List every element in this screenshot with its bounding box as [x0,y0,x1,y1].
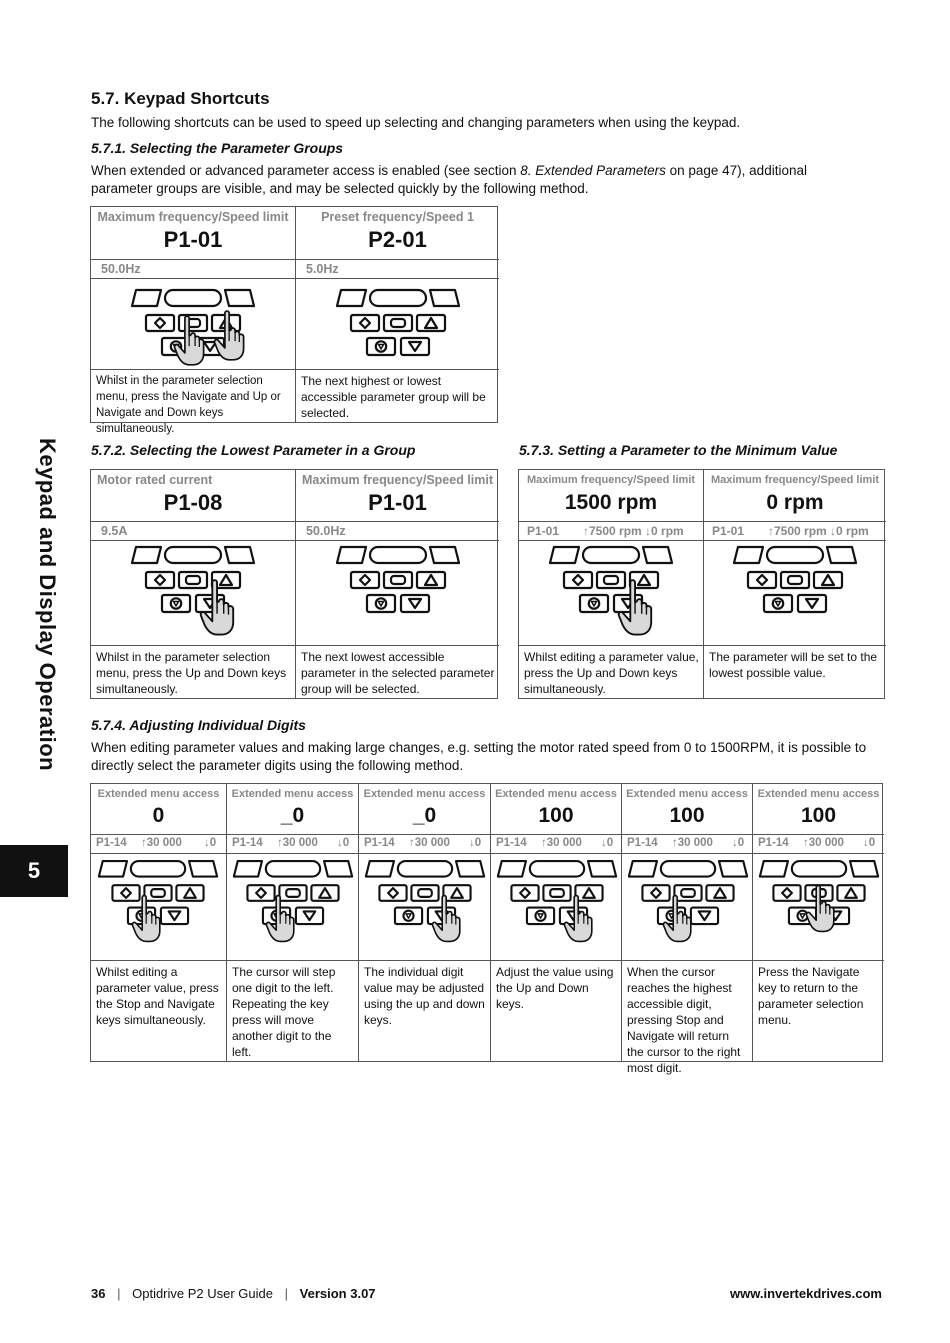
shortcut-description: The individual digit value may be adjusted using the up and down keys. [364,965,485,1027]
panel-col [519,470,703,698]
guide-name: Optidrive P2 User Guide [132,1286,274,1301]
display-value: _0 [412,804,437,827]
divider [753,834,884,835]
display-caption: Extended menu access [97,788,220,800]
display-status: P1-14 ↑30 000 ↓0 [758,837,876,849]
pointing-hand-icon [662,884,694,954]
display-status: 50.0Hz [101,262,141,276]
shortcut-description: Whilst in the parameter selection menu, press the Up and Down keys simultaneously. [96,650,287,696]
divider [91,645,295,646]
divider [296,278,499,279]
pointing-hand-icon [805,880,837,938]
panel-571 [90,206,498,435]
keypad-icon [362,858,488,928]
display-value: 100 [800,804,837,827]
display-caption: Motor rated current [97,473,213,487]
chapter-number-badge: 5 [0,845,68,897]
divider [296,540,499,541]
divider [491,960,621,961]
panel-572 [90,469,498,699]
footer-url[interactable]: www.invertekdrives.com [730,1286,882,1301]
display-status: P1-01 ↑7500 rpm ↓0 rpm [712,524,869,538]
pointing-hand-icon [199,572,237,644]
panel-col [226,784,358,1061]
pointing-hand-icon [131,884,163,954]
shortcut-description: The next highest or lowest accessible parameter group will be selected. [301,374,486,420]
pointing-hand-icon [431,884,463,954]
display-status: P1-14 ↑30 000 ↓0 [96,837,217,849]
display-value: 100 [669,804,705,827]
display-status: P1-14 ↑30 000 ↓0 [627,837,745,849]
divider [91,960,226,961]
section-title: 5.7. Keypad Shortcuts [91,89,270,108]
keypad-icon [128,544,258,616]
panel-col [358,784,490,1061]
divider [296,645,499,646]
divider [491,853,621,854]
footer-separator: | [117,1286,121,1301]
subsection-body-571: When extended or advanced parameter access is enabled (see section 8. Extended Parameters on page 47), additional parameter groups are visible, and may be selected quickly by the following method. [91,163,807,196]
display-value: P1-01 [163,227,223,252]
display-status: P1-14 ↑30 000 ↓0 [232,837,350,849]
display-caption: Maximum frequency/Speed limit [710,474,880,486]
display-value: _0 [280,804,305,827]
divider [91,278,295,279]
divider [296,259,499,260]
panel-col [91,784,226,1061]
display-value: P1-08 [163,490,223,515]
page-footer [91,1286,376,1301]
display-value: 0 [152,804,165,827]
shortcut-description: The next lowest accessible parameter in the selected parameter group will be selected. [301,650,495,696]
pointing-hand-icon [265,884,297,954]
display-caption: Extended menu access [495,788,617,800]
panel-col [621,784,752,1075]
shortcut-description: Whilst editing a parameter value, press the Up and Down keys simultaneously. [524,650,699,696]
divider [91,259,295,260]
pointing-hand-icon [617,572,655,644]
panel-col [91,207,295,435]
keypad-icon [494,858,620,928]
divider [704,540,886,541]
subsection-title-573: 5.7.3. Setting a Parameter to the Minimum Value [519,442,838,458]
divider [491,834,621,835]
display-caption: Extended menu access [626,788,748,800]
display-status: P1-01 ↑7500 rpm ↓0 rpm [527,524,684,538]
display-value: 100 [538,804,574,827]
divider [359,960,490,961]
divider [519,645,703,646]
panel-col [703,470,886,698]
divider [91,853,226,854]
shortcut-description: Whilst editing a parameter value, press the Stop and Navigate keys simultaneously. [96,965,219,1027]
panel-573 [518,469,885,699]
display-caption: Preset frequency/Speed 1 [321,210,474,224]
divider [91,540,295,541]
document-version: Version 3.07 [299,1286,376,1301]
pointing-hand-icon [213,310,247,362]
display-value: P2-01 [368,227,427,252]
display-caption: Maximum frequency/Speed limit [301,473,494,487]
divider [227,960,358,961]
divider [622,834,752,835]
shortcut-description: Press the Navigate key to return to the parameter selection menu. [758,965,864,1027]
subsection-title-574: 5.7.4. Adjusting Individual Digits [91,717,306,733]
footer-separator: | [284,1286,289,1301]
keypad-icon [333,287,463,359]
section-intro: The following shortcuts can be used to speed up selecting and changing parameters when using the keypad. [91,115,741,130]
divider [296,521,499,522]
display-status: P1-14 ↑30 000 ↓0 [364,837,482,849]
shortcut-description: When the cursor reaches the highest accessible digit, pressing Stop and Navigate will return the cursor to the right most digit. [627,965,741,1075]
divider [622,853,752,854]
panel-col [295,207,499,422]
shortcut-description: The cursor will step one digit to the left. Repeating the key press will move another digit to the left. [232,965,336,1059]
divider [704,521,886,522]
divider [704,645,886,646]
subsection-title-572: 5.7.2. Selecting the Lowest Parameter in a Group [91,442,416,458]
display-value: P1-01 [368,490,427,515]
keypad-icon [546,544,676,616]
divider [359,853,490,854]
pointing-hand-icon [173,315,207,367]
display-value: 1500 rpm [564,491,658,514]
subsection-title-571: 5.7.1. Selecting the Parameter Groups [91,140,344,156]
divider [753,853,884,854]
display-caption: Maximum frequency/Speed limit [97,210,289,224]
display-caption: Maximum frequency/Speed limit [526,474,696,486]
divider [296,369,499,370]
divider [91,369,295,370]
panel-col [752,784,884,1061]
shortcut-description: Adjust the value using the Up and Down keys. [496,965,614,1011]
keypad-icon [333,544,463,616]
divider [227,853,358,854]
divider [91,521,295,522]
divider [91,834,226,835]
panel-col [490,784,621,1061]
keypad-icon [730,544,860,616]
display-caption: Extended menu access [231,788,354,800]
display-caption: Extended menu access [363,788,486,800]
divider [519,540,703,541]
subsection-body-574: When editing parameter values and making large changes, e.g. setting the motor rated speed from 0 to 1500RPM, it is possible to directly select the parameter digits using the following method. [91,740,867,773]
display-status: 9.5A [101,524,128,538]
panel-col [295,470,499,698]
divider [359,834,490,835]
chapter-side-label: Keypad and Display Operation [35,438,60,772]
divider [227,834,358,835]
panel-col [91,470,295,698]
page-number: 36 [91,1286,106,1301]
divider [519,521,703,522]
chapter-side-tab [0,438,68,838]
display-status: P1-14 ↑30 000 ↓0 [496,837,614,849]
display-value: 0 rpm [766,491,824,514]
shortcut-description: The parameter will be set to the lowest possible value. [709,650,878,680]
display-status: 50.0Hz [306,524,346,538]
pointing-hand-icon [563,884,595,954]
divider [622,960,752,961]
panel-574 [90,783,883,1075]
display-status: 5.0Hz [306,262,339,276]
display-caption: Extended menu access [757,788,880,800]
shortcut-description: Whilst in the parameter selection menu, press the Navigate and Up or Navigate and Down keys simultaneously. [96,375,281,435]
divider [753,960,884,961]
